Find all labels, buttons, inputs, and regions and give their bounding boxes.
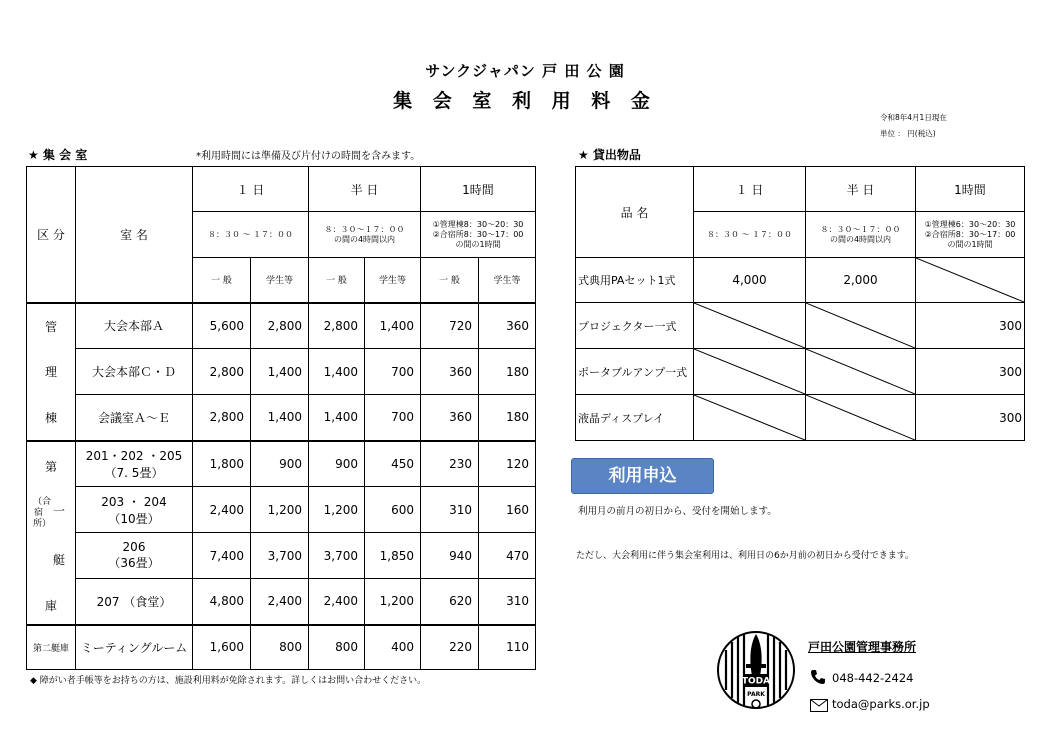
item-name: 式典用PAセット1式 <box>576 258 694 303</box>
application-badge: 利用申込 <box>571 458 714 494</box>
fee-cell: 450 <box>365 441 421 487</box>
fee-cell: 1,200 <box>365 579 421 625</box>
table-row <box>576 258 1025 303</box>
svg-text:PARK: PARK <box>747 691 765 698</box>
table-row <box>576 349 1025 395</box>
table-row <box>576 395 1025 441</box>
period-hour-header: 1時間 <box>916 167 1025 212</box>
room-name: 大会本部Ａ <box>76 303 193 349</box>
room-name: 大会本部Ｃ・Ｄ <box>76 349 193 395</box>
sub-student-half: 学生等 <box>365 258 421 303</box>
fee-cell: 3,700 <box>309 533 365 579</box>
not-available-cell <box>694 349 806 395</box>
unit-note: 単位 ： 円(税込) <box>880 129 936 138</box>
fee-cell: 300 <box>916 395 1025 441</box>
not-available-cell <box>916 258 1025 303</box>
room-name: 206 （36畳） <box>76 533 193 579</box>
fee-cell: 1,400 <box>309 395 365 441</box>
fee-cell: 2,000 <box>806 258 916 303</box>
fee-cell: 700 <box>365 349 421 395</box>
fee-cell: 1,400 <box>251 349 309 395</box>
fee-cell: 1,200 <box>309 487 365 533</box>
time-day: ８：３０ ～ １７：００ <box>193 212 309 258</box>
fee-cell: 220 <box>421 625 479 670</box>
meeting-rooms-note: *利用時間には準備及び片付けの時間を含みます。 <box>196 151 421 162</box>
table-row <box>27 303 536 349</box>
group-label: 棟 <box>27 395 76 441</box>
fee-cell: 120 <box>479 441 536 487</box>
period-half-header: 半 日 <box>806 167 916 212</box>
sub-student-hour: 学生等 <box>479 258 536 303</box>
fee-cell: 600 <box>365 487 421 533</box>
toda-park-logo <box>714 630 798 714</box>
meeting-room-fee-table <box>26 166 536 670</box>
fee-cell: 1,400 <box>309 349 365 395</box>
not-available-cell <box>806 303 916 349</box>
group-label: 管 <box>27 303 76 349</box>
fee-cell: 700 <box>365 395 421 441</box>
application-line-2: ただし、大会利用に伴う集会室利用は、利用日の6か月前の初日から受付できます。 <box>576 551 915 561</box>
fee-cell: 5,600 <box>193 303 251 349</box>
meeting-rooms-heading: ★ 集 会 室 <box>28 148 88 162</box>
lending-heading: ★ 貸出物品 <box>578 148 641 162</box>
fee-cell: 300 <box>916 349 1025 395</box>
col-category-header: 区 分 <box>27 167 76 303</box>
col-item-header: 品 名 <box>576 167 694 258</box>
time-half: ８：３０～１７：００ の間の4時間以内 <box>806 212 916 258</box>
fee-cell: 7,400 <box>193 533 251 579</box>
sub-general-half: 一 般 <box>309 258 365 303</box>
fee-cell: 1,850 <box>365 533 421 579</box>
table-row <box>27 533 536 579</box>
fee-cell: 1,800 <box>193 441 251 487</box>
table-row <box>27 349 536 395</box>
fee-cell: 940 <box>421 533 479 579</box>
email-address[interactable]: toda@parks.or.jp <box>832 697 930 711</box>
table-row <box>576 303 1025 349</box>
fee-cell: 2,400 <box>309 579 365 625</box>
fee-cell: 2,800 <box>193 395 251 441</box>
fee-cell: 360 <box>479 303 536 349</box>
period-day-header: １ 日 <box>193 167 309 212</box>
fee-cell: 800 <box>251 625 309 670</box>
fee-cell: 4,800 <box>193 579 251 625</box>
room-name: 207 （食堂） <box>76 579 193 625</box>
period-day-header: １ 日 <box>694 167 806 212</box>
fee-cell: 180 <box>479 349 536 395</box>
room-name: ミーティングルーム <box>76 625 193 670</box>
lending-fee-table <box>575 166 1025 441</box>
phone-icon <box>810 669 826 685</box>
fee-cell: 720 <box>421 303 479 349</box>
application-line-1: 利用月の前月の初日から、受付を開始します。 <box>578 506 777 517</box>
fee-cell: 160 <box>479 487 536 533</box>
svg-text:TODA: TODA <box>741 676 771 687</box>
sub-general-day: 一 般 <box>193 258 251 303</box>
fee-cell: 2,400 <box>193 487 251 533</box>
as-of-date: 令和8年4月1日現在 <box>880 113 947 122</box>
fee-cell: 900 <box>309 441 365 487</box>
fee-cell: 360 <box>421 395 479 441</box>
fee-cell: 2,800 <box>251 303 309 349</box>
phone-number[interactable]: 048-442-2424 <box>832 671 914 685</box>
table-row <box>27 487 536 533</box>
fee-cell: 1,200 <box>251 487 309 533</box>
fee-cell: 1,400 <box>251 395 309 441</box>
document-title: サンクジャパン 戸 田 公 園 <box>425 62 625 80</box>
fee-cell: 360 <box>421 349 479 395</box>
fee-cell: 620 <box>421 579 479 625</box>
fee-cell: 900 <box>251 441 309 487</box>
item-name: 液晶ディスプレイ <box>576 395 694 441</box>
sub-student-day: 学生等 <box>251 258 309 303</box>
item-name: ポータブルアンプ一式 <box>576 349 694 395</box>
period-half-header: 半 日 <box>309 167 421 212</box>
time-hour: ①管理棟6：30～20：30 ②合宿所8：30～17：00 の間の1時間 <box>916 212 1025 258</box>
fee-cell: 300 <box>916 303 1025 349</box>
room-name: 203 ・ 204 （10畳） <box>76 487 193 533</box>
sub-general-hour: 一 般 <box>421 258 479 303</box>
fee-cell: 3,700 <box>251 533 309 579</box>
fee-cell: 2,400 <box>251 579 309 625</box>
fee-cell: 310 <box>421 487 479 533</box>
not-available-cell <box>806 349 916 395</box>
fee-cell: 2,800 <box>309 303 365 349</box>
group-label: 理 <box>27 349 76 395</box>
col-room-header: 室 名 <box>76 167 193 303</box>
fee-cell: 310 <box>479 579 536 625</box>
period-hour-header: 1時間 <box>421 167 536 212</box>
fee-cell: 110 <box>479 625 536 670</box>
fee-cell: 1,600 <box>193 625 251 670</box>
not-available-cell <box>694 395 806 441</box>
fee-cell: 2,800 <box>193 349 251 395</box>
date-block <box>880 110 947 142</box>
fee-cell: 230 <box>421 441 479 487</box>
not-available-cell <box>806 395 916 441</box>
time-hour: ①管理棟8：30～20：30 ②合宿所8：30～17：00 の間の1時間 <box>421 212 536 258</box>
time-half: ８：３０～１７：００ の間の4時間以内 <box>309 212 421 258</box>
fee-cell: 180 <box>479 395 536 441</box>
not-available-cell <box>694 303 806 349</box>
table-row <box>27 441 536 487</box>
table-row <box>27 579 536 625</box>
room-name: 201・202 ・205 （7. 5畳） <box>76 441 193 487</box>
item-name: プロジェクター一式 <box>576 303 694 349</box>
time-day: ８：３０ ～ １７：００ <box>694 212 806 258</box>
fee-cell: 1,400 <box>365 303 421 349</box>
mail-icon <box>810 697 828 710</box>
fee-cell: 800 <box>309 625 365 670</box>
office-name: 戸田公園管理事務所 <box>808 640 917 654</box>
fee-cell: 400 <box>365 625 421 670</box>
fee-cell: 4,000 <box>694 258 806 303</box>
table-row <box>27 625 536 670</box>
table-row <box>27 395 536 441</box>
group-label-dai1: 第 一 （合宿所） 艇 庫 <box>27 441 76 625</box>
group-label-dai2: 第二艇庫 <box>27 625 76 670</box>
document-subtitle: 集 会 室 利 用 料 金 <box>393 90 657 112</box>
footnote: ◆ 障がい者手帳等をお持ちの方は、施設利用料が免除されます。詳しくはお問い合わせください。 <box>30 676 427 686</box>
fee-cell: 470 <box>479 533 536 579</box>
room-name: 会議室Ａ～Ｅ <box>76 395 193 441</box>
